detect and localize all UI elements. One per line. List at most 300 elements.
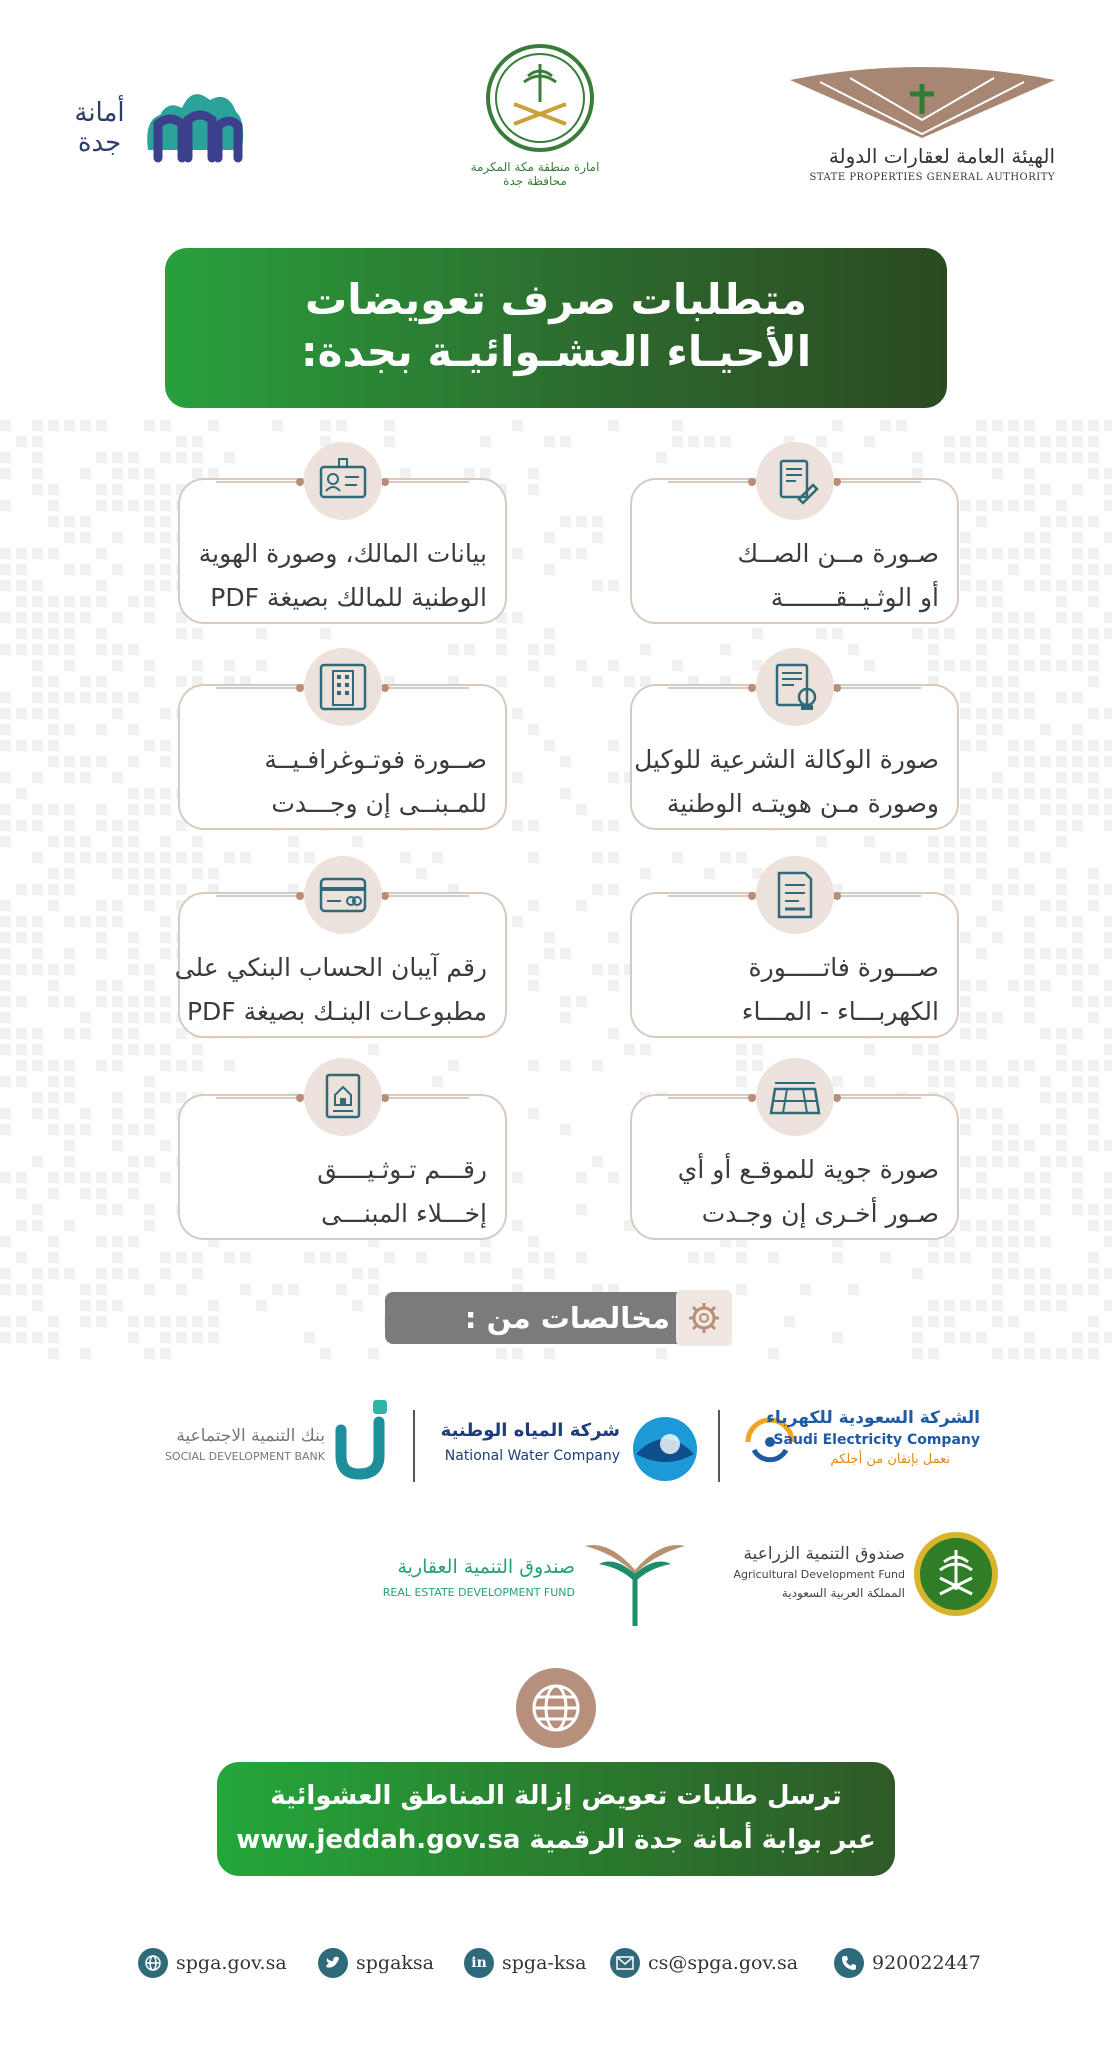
background-pixel: [112, 980, 123, 991]
background-pixel: [672, 420, 683, 431]
background-pixel: [1008, 756, 1019, 767]
background-pixel: [224, 852, 235, 863]
background-pixel: [1024, 932, 1035, 943]
background-pixel: [1056, 1028, 1067, 1039]
background-pixel: [96, 452, 107, 463]
background-pixel: [976, 836, 987, 847]
background-pixel: [944, 660, 955, 671]
background-pixel: [976, 1332, 987, 1343]
background-pixel: [160, 580, 171, 591]
background-pixel: [160, 852, 171, 863]
background-pixel: [112, 500, 123, 511]
national-water-logo: [435, 1408, 700, 1488]
background-pixel: [1008, 1140, 1019, 1151]
background-pixel: [240, 852, 251, 863]
background-pixel: [960, 1028, 971, 1039]
background-pixel: [1008, 1316, 1019, 1327]
background-pixel: [0, 1108, 11, 1119]
background-pixel: [48, 1332, 59, 1343]
background-pixel: [512, 612, 523, 623]
background-pixel: [128, 1268, 139, 1279]
background-pixel: [368, 1268, 379, 1279]
background-pixel: [944, 1236, 955, 1247]
background-pixel: [1072, 516, 1083, 527]
card-connector-line: [389, 687, 469, 689]
background-pixel: [864, 1076, 875, 1087]
background-pixel: [1008, 1220, 1019, 1231]
background-pixel: [1072, 740, 1083, 751]
background-pixel: [64, 644, 75, 655]
background-pixel: [752, 1044, 763, 1055]
requirement-line-2: أو الوثـيــقـــــــة: [770, 583, 939, 612]
background-pixel: [560, 996, 571, 1007]
background-pixel: [16, 964, 27, 975]
background-pixel: [16, 708, 27, 719]
background-pixel: [80, 1124, 91, 1135]
background-pixel: [64, 1076, 75, 1087]
background-pixel: [1104, 468, 1112, 479]
background-pixel: [128, 756, 139, 767]
background-pixel: [976, 500, 987, 511]
background-pixel: [32, 1300, 43, 1311]
background-pixel: [0, 1124, 11, 1135]
background-pixel: [1024, 772, 1035, 783]
background-pixel: [1104, 948, 1112, 959]
background-pixel: [48, 516, 59, 527]
background-pixel: [576, 1204, 587, 1215]
background-pixel: [64, 660, 75, 671]
background-pixel: [1088, 804, 1099, 815]
background-pixel: [128, 596, 139, 607]
background-pixel: [1040, 564, 1051, 575]
background-pixel: [176, 1252, 187, 1263]
background-pixel: [1072, 1092, 1083, 1103]
requirement-text: [634, 738, 939, 826]
footer-phone[interactable]: [834, 1945, 981, 1981]
globe-icon: [516, 1668, 596, 1748]
background-pixel: [144, 1284, 155, 1295]
background-pixel: [32, 852, 43, 863]
background-pixel: [544, 644, 555, 655]
background-pixel: [656, 1348, 667, 1359]
background-pixel: [32, 436, 43, 447]
background-pixel: [592, 820, 603, 831]
background-pixel: [1040, 788, 1051, 799]
background-pixel: [1008, 644, 1019, 655]
background-pixel: [992, 1316, 1003, 1327]
background-pixel: [912, 628, 923, 639]
background-pixel: [1040, 804, 1051, 815]
background-pixel: [544, 676, 555, 687]
background-pixel: [1072, 628, 1083, 639]
background-pixel: [1104, 628, 1112, 639]
background-pixel: [112, 900, 123, 911]
background-pixel: [1008, 548, 1019, 559]
background-pixel: [992, 900, 1003, 911]
background-pixel: [144, 1012, 155, 1023]
background-pixel: [944, 628, 955, 639]
background-pixel: [976, 1108, 987, 1119]
background-pixel: [32, 804, 43, 815]
background-pixel: [112, 1012, 123, 1023]
background-pixel: [48, 1092, 59, 1103]
background-pixel: [0, 612, 11, 623]
background-pixel: [592, 884, 603, 895]
background-pixel: [1008, 692, 1019, 703]
background-pixel: [1008, 612, 1019, 623]
background-pixel: [928, 1348, 939, 1359]
background-pixel: [144, 500, 155, 511]
background-pixel: [192, 852, 203, 863]
background-pixel: [1008, 1348, 1019, 1359]
background-pixel: [1056, 1348, 1067, 1359]
background-pixel: [96, 420, 107, 431]
background-pixel: [1040, 1300, 1051, 1311]
background-pixel: [1056, 420, 1067, 431]
background-pixel: [1024, 420, 1035, 431]
background-pixel: [32, 740, 43, 751]
background-pixel: [944, 452, 955, 463]
background-pixel: [144, 884, 155, 895]
background-pixel: [1024, 628, 1035, 639]
background-pixel: [48, 980, 59, 991]
background-pixel: [176, 884, 187, 895]
background-pixel: [80, 852, 91, 863]
requirement-text: [650, 532, 939, 620]
background-pixel: [96, 900, 107, 911]
background-pixel: [1008, 868, 1019, 879]
background-pixel: [64, 996, 75, 1007]
background-pixel: [736, 1060, 747, 1071]
background-pixel: [1072, 532, 1083, 543]
background-pixel: [576, 900, 587, 911]
title-line-2: الأحيـاء العشـوائيـة بجدة:: [300, 327, 812, 376]
twitter-icon: [318, 1948, 348, 1978]
background-pixel: [720, 852, 731, 863]
background-pixel: [1088, 1124, 1099, 1135]
background-pixel: [144, 804, 155, 815]
background-pixel: [1024, 532, 1035, 543]
background-pixel: [144, 996, 155, 1007]
background-pixel: [64, 1028, 75, 1039]
background-pixel: [48, 836, 59, 847]
background-pixel: [1104, 788, 1112, 799]
background-pixel: [0, 1284, 11, 1295]
globe-icon: [138, 1948, 168, 1978]
background-pixel: [384, 420, 395, 431]
background-pixel: [1072, 916, 1083, 927]
background-pixel: [96, 1204, 107, 1215]
footer-email[interactable]: [610, 1945, 798, 1981]
card-connector-dot: [381, 892, 389, 900]
background-pixel: [992, 1140, 1003, 1151]
background-pixel: [16, 1220, 27, 1231]
background-pixel: [928, 1252, 939, 1263]
background-pixel: [32, 1268, 43, 1279]
background-pixel: [1024, 548, 1035, 559]
background-pixel: [960, 740, 971, 751]
background-pixel: [960, 836, 971, 847]
requirement-card: [630, 892, 959, 1038]
background-pixel: [48, 484, 59, 495]
background-pixel: [576, 1252, 587, 1263]
background-pixel: [1056, 868, 1067, 879]
background-pixel: [1024, 1012, 1035, 1023]
id-card-icon: [304, 442, 382, 520]
background-pixel: [1088, 628, 1099, 639]
background-pixel: [96, 1236, 107, 1247]
background-pixel: [944, 836, 955, 847]
background-pixel: [16, 596, 27, 607]
background-pixel: [560, 948, 571, 959]
background-pixel: [160, 804, 171, 815]
background-pixel: [32, 644, 43, 655]
background-pixel: [144, 676, 155, 687]
background-pixel: [1056, 756, 1067, 767]
background-pixel: [0, 1028, 11, 1039]
footer-twitter[interactable]: [318, 1945, 434, 1981]
background-pixel: [80, 836, 91, 847]
emblem-icon: [484, 42, 596, 154]
background-pixel: [128, 820, 139, 831]
background-pixel: [1008, 740, 1019, 751]
background-pixel: [48, 500, 59, 511]
background-pixel: [1104, 756, 1112, 767]
background-pixel: [544, 1268, 555, 1279]
nwc-name-arabic: شركة المياه الوطنية: [440, 1420, 620, 1441]
background-pixel: [928, 660, 939, 671]
background-pixel: [528, 1236, 539, 1247]
background-pixel: [1072, 996, 1083, 1007]
background-pixel: [144, 484, 155, 495]
background-pixel: [80, 612, 91, 623]
requirement-line-2: وصورة مـن هويتـه الوطنية: [666, 789, 939, 818]
background-pixel: [0, 900, 11, 911]
background-pixel: [128, 500, 139, 511]
background-pixel: [1104, 484, 1112, 495]
background-pixel: [832, 452, 843, 463]
background-pixel: [800, 1284, 811, 1295]
background-pixel: [992, 1268, 1003, 1279]
sdb-logo-icon: [335, 1400, 395, 1484]
background-pixel: [1104, 804, 1112, 815]
background-pixel: [512, 820, 523, 831]
background-pixel: [1072, 1188, 1083, 1199]
background-pixel: [576, 516, 587, 527]
background-pixel: [1008, 420, 1019, 431]
background-pixel: [112, 916, 123, 927]
background-pixel: [112, 532, 123, 543]
card-connector-dot: [296, 892, 304, 900]
background-pixel: [1024, 1172, 1035, 1183]
partner-divider: [413, 1410, 415, 1482]
background-pixel: [1040, 1348, 1051, 1359]
background-pixel: [1088, 676, 1099, 687]
background-pixel: [1024, 1284, 1035, 1295]
background-pixel: [128, 836, 139, 847]
background-pixel: [1008, 676, 1019, 687]
background-pixel: [1024, 820, 1035, 831]
background-pixel: [0, 1236, 11, 1247]
background-pixel: [1040, 580, 1051, 591]
footer-website[interactable]: [138, 1945, 287, 1981]
adf-name-arabic: صندوق التنمية الزراعية: [743, 1544, 905, 1564]
background-pixel: [160, 500, 171, 511]
background-pixel: [992, 1300, 1003, 1311]
card-connector-line: [389, 895, 469, 897]
background-pixel: [0, 1316, 11, 1327]
background-pixel: [976, 452, 987, 463]
background-pixel: [1072, 756, 1083, 767]
title-line-1: متطلبات صرف تعويضات: [304, 275, 807, 324]
background-pixel: [1040, 516, 1051, 527]
background-pixel: [144, 564, 155, 575]
background-pixel: [1056, 788, 1067, 799]
background-pixel: [976, 980, 987, 991]
background-pixel: [208, 420, 219, 431]
background-pixel: [288, 852, 299, 863]
requirement-line-2: صـور أخـرى إن وجـدت: [701, 1199, 939, 1228]
background-pixel: [768, 1252, 779, 1263]
background-pixel: [16, 996, 27, 1007]
background-pixel: [928, 644, 939, 655]
background-pixel: [80, 1284, 91, 1295]
background-pixel: [1024, 980, 1035, 991]
background-pixel: [960, 532, 971, 543]
card-connector-dot: [833, 684, 841, 692]
background-pixel: [96, 820, 107, 831]
background-pixel: [528, 1060, 539, 1071]
background-pixel: [832, 1332, 843, 1343]
background-pixel: [160, 452, 171, 463]
background-pixel: [64, 916, 75, 927]
background-pixel: [1056, 692, 1067, 703]
agricultural-development-fund-logo: [710, 1530, 1000, 1620]
background-pixel: [144, 468, 155, 479]
background-pixel: [1088, 1092, 1099, 1103]
background-pixel: [128, 884, 139, 895]
background-pixel: [112, 612, 123, 623]
background-pixel: [112, 1204, 123, 1215]
background-pixel: [1056, 916, 1067, 927]
background-pixel: [1088, 452, 1099, 463]
requirement-text: [198, 532, 487, 620]
background-pixel: [1040, 1172, 1051, 1183]
background-pixel: [1024, 1236, 1035, 1247]
background-pixel: [48, 756, 59, 767]
background-pixel: [64, 884, 75, 895]
background-pixel: [1104, 884, 1112, 895]
background-pixel: [0, 804, 11, 815]
background-pixel: [816, 836, 827, 847]
background-pixel: [1040, 628, 1051, 639]
background-pixel: [0, 916, 11, 927]
background-pixel: [992, 1284, 1003, 1295]
background-pixel: [1040, 660, 1051, 671]
background-pixel: [48, 644, 59, 655]
background-pixel: [64, 516, 75, 527]
background-pixel: [112, 484, 123, 495]
background-pixel: [112, 1060, 123, 1071]
background-pixel: [560, 756, 571, 767]
background-pixel: [1104, 1044, 1112, 1055]
background-pixel: [160, 1268, 171, 1279]
background-pixel: [176, 1284, 187, 1295]
background-pixel: [32, 580, 43, 591]
background-pixel: [64, 804, 75, 815]
background-pixel: [608, 980, 619, 991]
background-pixel: [0, 948, 11, 959]
background-pixel: [1040, 532, 1051, 543]
background-pixel: [32, 660, 43, 671]
background-pixel: [1088, 1220, 1099, 1231]
background-pixel: [1104, 1140, 1112, 1151]
card-connector-line: [841, 895, 921, 897]
background-pixel: [528, 964, 539, 975]
partner-divider: [718, 1410, 720, 1482]
background-pixel: [1072, 1028, 1083, 1039]
background-pixel: [112, 772, 123, 783]
background-pixel: [256, 1300, 267, 1311]
background-pixel: [80, 420, 91, 431]
background-pixel: [144, 580, 155, 591]
card-connector-line: [668, 895, 748, 897]
background-pixel: [272, 420, 283, 431]
background-pixel: [112, 1124, 123, 1135]
background-pixel: [352, 1268, 363, 1279]
background-pixel: [768, 1348, 779, 1359]
background-pixel: [944, 1060, 955, 1071]
background-pixel: [16, 740, 27, 751]
background-pixel: [944, 852, 955, 863]
background-pixel: [112, 692, 123, 703]
background-pixel: [160, 1044, 171, 1055]
background-pixel: [672, 852, 683, 863]
background-pixel: [992, 596, 1003, 607]
sdb-name-arabic: بنك التنمية الاجتماعية: [176, 1426, 325, 1446]
background-pixel: [640, 644, 651, 655]
background-pixel: [960, 820, 971, 831]
background-pixel: [80, 564, 91, 575]
background-pixel: [1072, 964, 1083, 975]
adf-name-english: Agricultural Development Fund: [733, 1568, 905, 1581]
background-pixel: [16, 1316, 27, 1327]
footer-linkedin[interactable]: [464, 1945, 586, 1981]
background-pixel: [112, 996, 123, 1007]
card-connector-line: [216, 895, 296, 897]
background-pixel: [1056, 740, 1067, 751]
background-pixel: [960, 852, 971, 863]
background-pixel: [48, 1172, 59, 1183]
background-pixel: [608, 884, 619, 895]
background-pixel: [1040, 1028, 1051, 1039]
background-pixel: [112, 1268, 123, 1279]
background-pixel: [112, 660, 123, 671]
background-pixel: [128, 452, 139, 463]
background-pixel: [1008, 1076, 1019, 1087]
background-pixel: [688, 1252, 699, 1263]
background-pixel: [1008, 1252, 1019, 1263]
background-pixel: [512, 1220, 523, 1231]
background-pixel: [64, 724, 75, 735]
background-pixel: [64, 820, 75, 831]
background-pixel: [1024, 1188, 1035, 1199]
background-pixel: [912, 1268, 923, 1279]
background-pixel: [1072, 1060, 1083, 1071]
background-pixel: [64, 564, 75, 575]
background-pixel: [992, 676, 1003, 687]
background-pixel: [592, 852, 603, 863]
